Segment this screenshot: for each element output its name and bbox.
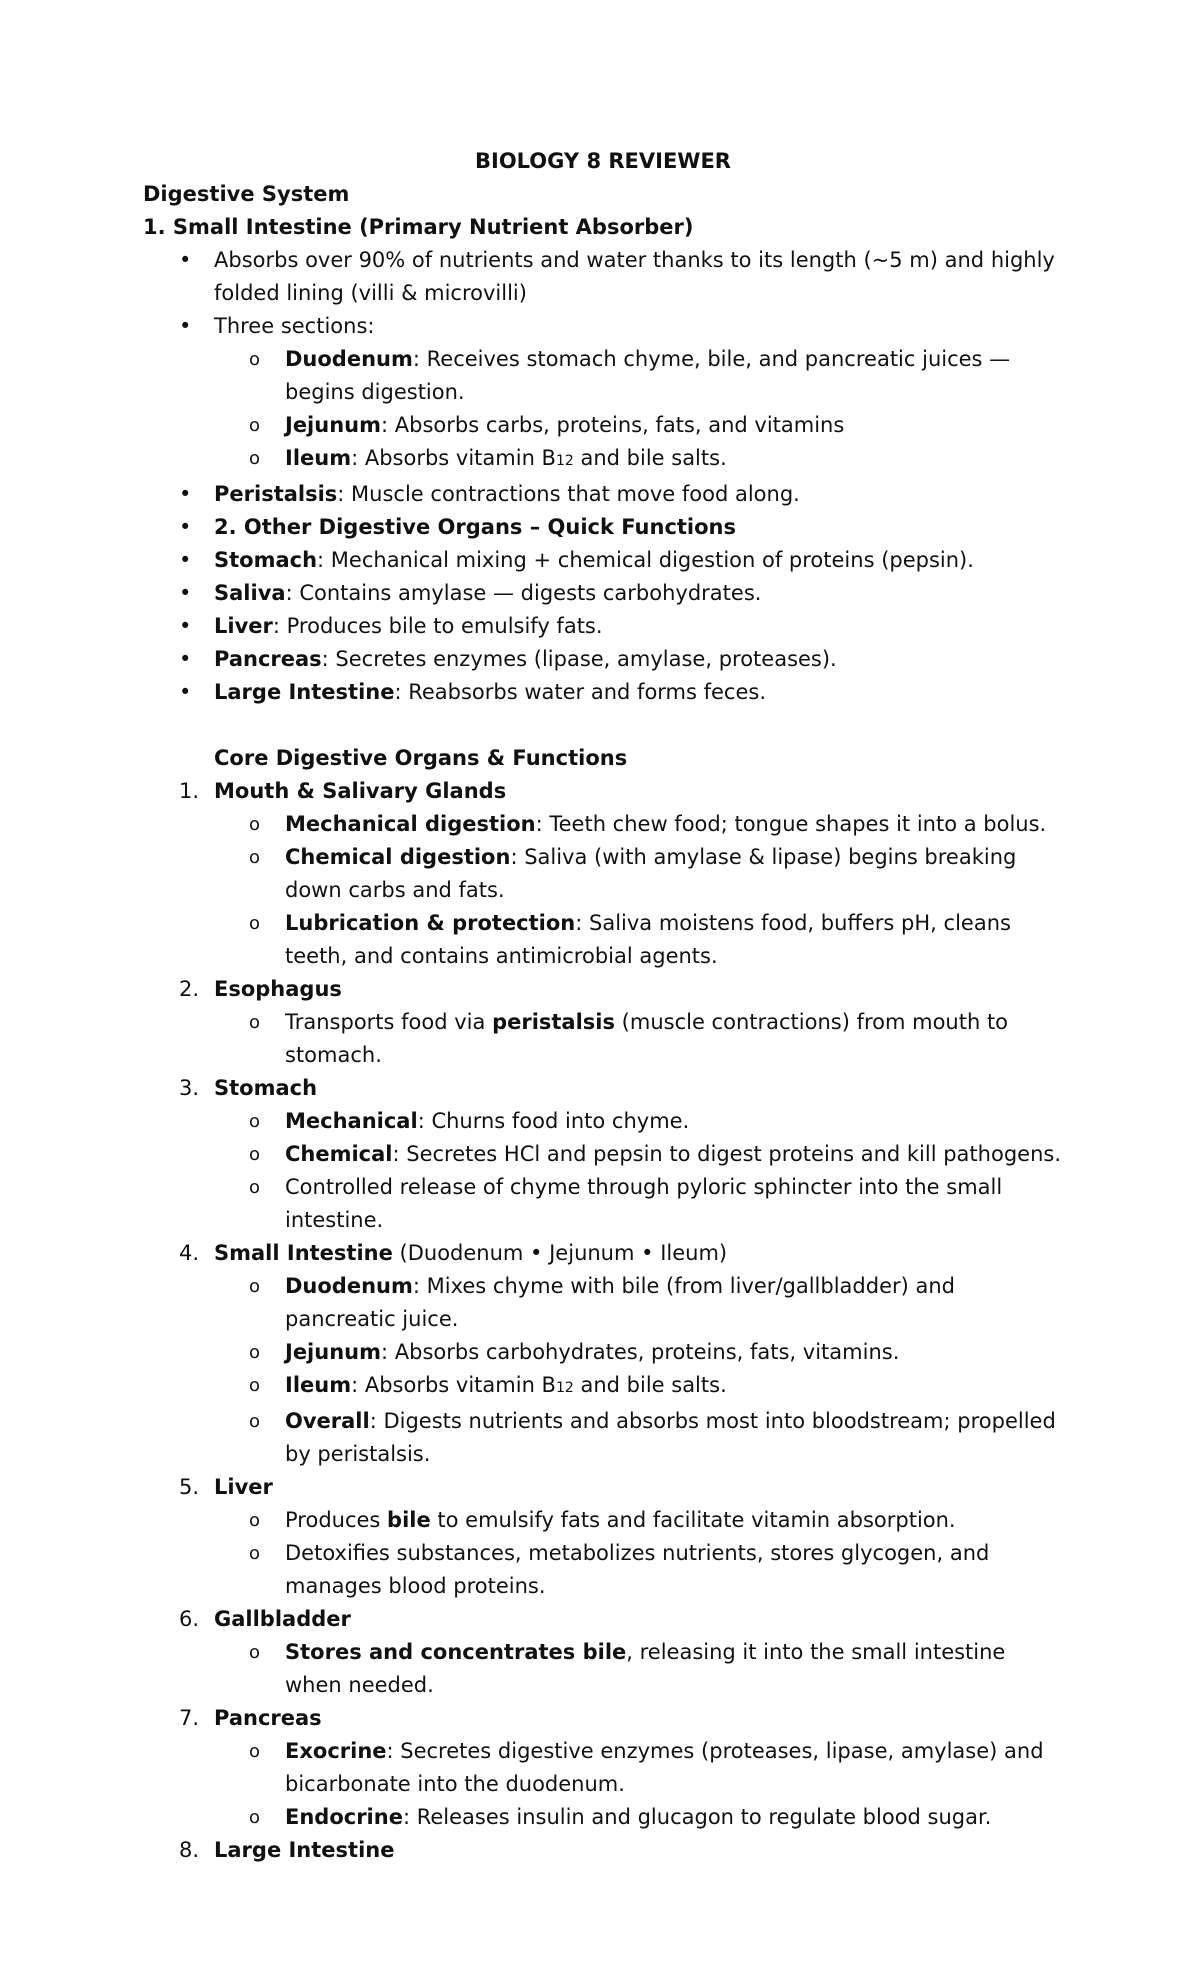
bullet-item bbox=[143, 244, 1063, 310]
circle-marker: o bbox=[249, 1276, 261, 1297]
sub-item bbox=[143, 808, 1063, 841]
organ-heading bbox=[143, 1702, 1063, 1735]
circle-marker: o bbox=[249, 1342, 261, 1363]
organ-number: 1. bbox=[179, 779, 200, 803]
circle-marker: o bbox=[249, 1807, 261, 1828]
bullet-text: : Contains amylase — digests carbohydrates. bbox=[285, 581, 762, 605]
sub-item bbox=[143, 907, 1063, 973]
document-page bbox=[143, 145, 1063, 1867]
sub-text: : Secretes digestive enzymes (proteases, lipase, amylase) and bicarbonate into the duodenum. bbox=[285, 1739, 1044, 1796]
organ-heading bbox=[143, 1072, 1063, 1105]
bullet-item bbox=[143, 511, 1063, 544]
term: Ileum bbox=[285, 446, 352, 470]
sub-text: : Teeth chew food; tongue shapes it into a bolus. bbox=[535, 812, 1047, 836]
bullet-marker: • bbox=[179, 647, 192, 671]
sub-text: : Secretes HCl and pepsin to digest proteins and kill pathogens. bbox=[392, 1142, 1061, 1166]
organ-heading bbox=[143, 1237, 1063, 1270]
sub-item bbox=[143, 442, 1063, 478]
sub-text: (muscle contractions) from mouth to stomach. bbox=[285, 1010, 1009, 1067]
bullet-item bbox=[143, 478, 1063, 511]
term: Saliva bbox=[214, 581, 286, 605]
term: Ileum bbox=[285, 1373, 352, 1397]
bullet-marker: • bbox=[179, 548, 192, 572]
organ-heading bbox=[143, 1471, 1063, 1504]
bullet-item bbox=[143, 577, 1063, 610]
circle-marker: o bbox=[249, 349, 261, 370]
sub-item bbox=[143, 1138, 1063, 1171]
bullet-marker: • bbox=[179, 314, 192, 338]
sub-item bbox=[143, 343, 1063, 409]
organ-heading bbox=[143, 1834, 1063, 1867]
term: Liver bbox=[214, 614, 273, 638]
term: Stores and concentrates bile bbox=[285, 1640, 627, 1664]
bullet-item bbox=[143, 643, 1063, 676]
bullet-marker: • bbox=[179, 482, 192, 506]
sub-text: and bile salts. bbox=[573, 446, 727, 470]
sub-text: Transports food via bbox=[285, 1010, 493, 1034]
core-heading: Core Digestive Organs & Functions bbox=[214, 746, 628, 770]
organ-number: 8. bbox=[179, 1838, 200, 1862]
term: peristalsis bbox=[492, 1010, 615, 1034]
bullet-text: Three sections: bbox=[214, 314, 375, 338]
organ-number: 4. bbox=[179, 1241, 200, 1265]
sub-item bbox=[143, 1270, 1063, 1336]
sub-text: Detoxifies substances, metabolizes nutrients, stores glycogen, and manages blood proteins. bbox=[285, 1541, 990, 1598]
sub-text: : Digests nutrients and absorbs most into bloodstream; propelled by peristalsis. bbox=[285, 1409, 1056, 1466]
sub-text: : Churns food into chyme. bbox=[417, 1109, 690, 1133]
term: bile bbox=[387, 1508, 431, 1532]
organ-number: 3. bbox=[179, 1076, 200, 1100]
bullet-text: : Reabsorbs water and forms feces. bbox=[394, 680, 767, 704]
bullet-marker: • bbox=[179, 680, 192, 704]
part1-heading: 1. Small Intestine (Primary Nutrient Absorber) bbox=[143, 215, 694, 239]
organ-name: Mouth & Salivary Glands bbox=[214, 779, 507, 803]
bullet-text: Absorbs over 90% of nutrients and water thanks to its length (~5 m) and highly folded lining (villi & microvilli) bbox=[214, 248, 1055, 305]
sub-item bbox=[143, 1006, 1063, 1072]
circle-marker: o bbox=[249, 1642, 261, 1663]
bullet-item bbox=[143, 610, 1063, 643]
circle-marker: o bbox=[249, 448, 261, 469]
circle-marker: o bbox=[249, 1741, 261, 1762]
organ-name: Stomach bbox=[214, 1076, 318, 1100]
organ-number: 2. bbox=[179, 977, 200, 1001]
organ-heading bbox=[143, 973, 1063, 1006]
bullet-item bbox=[143, 310, 1063, 343]
sub-item bbox=[143, 1369, 1063, 1405]
term: 2. Other Digestive Organs – Quick Functions bbox=[214, 515, 737, 539]
sub-item bbox=[143, 1405, 1063, 1471]
page-title: BIOLOGY 8 REVIEWER bbox=[475, 149, 731, 173]
organ-name: Gallbladder bbox=[214, 1607, 351, 1631]
term: Chemical bbox=[285, 1142, 393, 1166]
term: Duodenum bbox=[285, 1274, 413, 1298]
term: Duodenum bbox=[285, 347, 413, 371]
bullet-text: : Muscle contractions that move food along. bbox=[337, 482, 800, 506]
term: Overall bbox=[285, 1409, 370, 1433]
sub-item bbox=[143, 1735, 1063, 1801]
term: Endocrine bbox=[285, 1805, 403, 1829]
circle-marker: o bbox=[249, 1111, 261, 1132]
circle-marker: o bbox=[249, 913, 261, 934]
circle-marker: o bbox=[249, 814, 261, 835]
circle-marker: o bbox=[249, 847, 261, 868]
sub-item bbox=[143, 1537, 1063, 1603]
organ-number: 5. bbox=[179, 1475, 200, 1499]
sub-text: : Releases insulin and glucagon to regulate blood sugar. bbox=[402, 1805, 992, 1829]
term: Jejunum bbox=[285, 1340, 381, 1364]
sub-item bbox=[143, 1171, 1063, 1237]
circle-marker: o bbox=[249, 1177, 261, 1198]
organ-name: Small Intestine bbox=[214, 1241, 393, 1265]
sub-text: : Absorbs carbohydrates, proteins, fats, vitamins. bbox=[381, 1340, 900, 1364]
section-heading: Digestive System bbox=[143, 182, 350, 206]
bullet-item bbox=[143, 544, 1063, 577]
circle-marker: o bbox=[249, 1543, 261, 1564]
bullet-marker: • bbox=[179, 614, 192, 638]
sub-text: : Absorbs vitamin B bbox=[351, 1373, 556, 1397]
sub-item bbox=[143, 841, 1063, 907]
sub-item bbox=[143, 409, 1063, 442]
bullet-text: : Secretes enzymes (lipase, amylase, proteases). bbox=[321, 647, 837, 671]
bullet-item bbox=[143, 676, 1063, 709]
organ-name: Pancreas bbox=[214, 1706, 322, 1730]
organ-name: Esophagus bbox=[214, 977, 342, 1001]
sub-text: and bile salts. bbox=[573, 1373, 727, 1397]
sub-item bbox=[143, 1504, 1063, 1537]
term: Chemical digestion bbox=[285, 845, 511, 869]
term: Jejunum bbox=[285, 413, 381, 437]
sub-text: Produces bbox=[285, 1508, 388, 1532]
sub-item bbox=[143, 1105, 1063, 1138]
sub-text: : Receives stomach chyme, bile, and pancreatic juices — begins digestion. bbox=[285, 347, 1011, 404]
organ-name-suffix: (Duodenum • Jejunum • Ileum) bbox=[392, 1241, 728, 1265]
organ-number: 6. bbox=[179, 1607, 200, 1631]
sub-text: : Saliva (with amylase & lipase) begins breaking down carbs and fats. bbox=[285, 845, 1017, 902]
term: Exocrine bbox=[285, 1739, 387, 1763]
organ-name: Liver bbox=[214, 1475, 273, 1499]
subscript: 12 bbox=[555, 1380, 574, 1396]
sub-text: Controlled release of chyme through pyloric sphincter into the small intestine. bbox=[285, 1175, 1003, 1232]
bullet-marker: • bbox=[179, 515, 192, 539]
sub-text: : Absorbs vitamin B bbox=[351, 446, 556, 470]
circle-marker: o bbox=[249, 1144, 261, 1165]
sub-item bbox=[143, 1336, 1063, 1369]
term: Peristalsis bbox=[214, 482, 338, 506]
organ-number: 7. bbox=[179, 1706, 200, 1730]
term: Large Intestine bbox=[214, 680, 395, 704]
sub-text: : Mixes chyme with bile (from liver/gallbladder) and pancreatic juice. bbox=[285, 1274, 956, 1331]
sub-text: : Absorbs carbs, proteins, fats, and vitamins bbox=[381, 413, 845, 437]
circle-marker: o bbox=[249, 1012, 261, 1033]
sub-text: to emulsify fats and facilitate vitamin absorption. bbox=[430, 1508, 956, 1532]
organ-name: Large Intestine bbox=[214, 1838, 395, 1862]
bullet-marker: • bbox=[179, 248, 192, 272]
circle-marker: o bbox=[249, 1375, 261, 1396]
circle-marker: o bbox=[249, 415, 261, 436]
bullet-marker: • bbox=[179, 581, 192, 605]
bullet-text: : Produces bile to emulsify fats. bbox=[272, 614, 603, 638]
term: Stomach bbox=[214, 548, 318, 572]
term: Lubrication & protection bbox=[285, 911, 576, 935]
sub-item bbox=[143, 1801, 1063, 1834]
term: Mechanical digestion bbox=[285, 812, 536, 836]
sub-item bbox=[143, 1636, 1063, 1702]
sub-text: , releasing it into the small intestine when needed. bbox=[285, 1640, 1006, 1697]
circle-marker: o bbox=[249, 1510, 261, 1531]
bullet-text: : Mechanical mixing + chemical digestion of proteins (pepsin). bbox=[317, 548, 974, 572]
organ-heading bbox=[143, 1603, 1063, 1636]
circle-marker: o bbox=[249, 1411, 261, 1432]
term: Mechanical bbox=[285, 1109, 418, 1133]
sub-text: : Saliva moistens food, buffers pH, cleans teeth, and contains antimicrobial agents. bbox=[285, 911, 1011, 968]
term: Pancreas bbox=[214, 647, 322, 671]
organ-heading bbox=[143, 775, 1063, 808]
subscript: 12 bbox=[555, 453, 574, 469]
